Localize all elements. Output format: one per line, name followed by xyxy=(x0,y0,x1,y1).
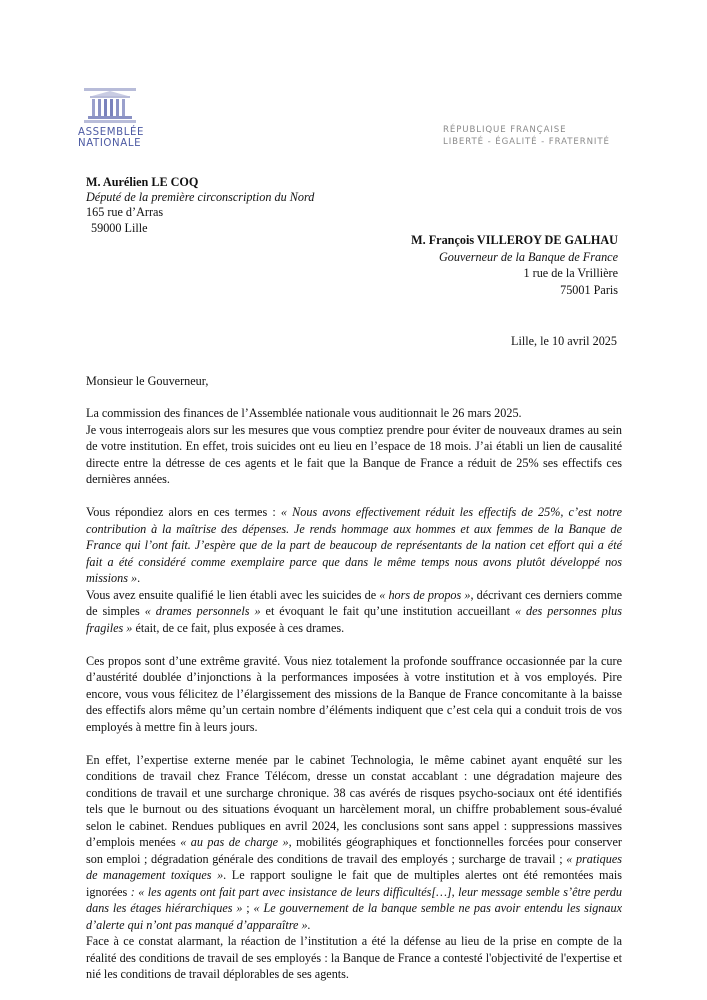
recipient-street: 1 rue de la Vrillière xyxy=(523,266,618,281)
paragraph-4: Ces propos sont d’une extrême gravité. Vous niez totalement la profonde souffrance occasionnée par la cure d’austérité doublée d’injonctions à la performances imposées à votre institution et à vos employés. Pire encore, vous vous félicitez de l’élargissement des missions de la Banque de France concomitante à la baisse des effectifs alors même qu’un certain nombre d’éléments indiquent que c’est cela qui a conduit trois de vos employés à mettre fin à leurs jours. xyxy=(86,653,622,734)
p5-quote-2: « pratiques de management toxiques » xyxy=(86,851,622,882)
p3-text-a: Vous avez ensuite qualifié le lien établi avec les suicides de xyxy=(86,587,380,602)
republic-line-1: RÉPUBLIQUE FRANÇAISE xyxy=(443,125,567,135)
paragraph-3 xyxy=(86,587,622,637)
republic-line-2: LIBERTÉ - ÉGALITÉ - FRATERNITÉ xyxy=(443,137,610,147)
letter-body xyxy=(86,405,622,983)
p3-text-d: était, de ce fait, plus exposée à ces drames. xyxy=(132,620,345,635)
sender-role: Député de la première circonscription du Nord xyxy=(86,190,315,205)
hemicycle-emblem-icon xyxy=(78,86,142,124)
p5-text-c: . Le rapport souligne le fait que de multiples alertes ont été remontées mais ignorées xyxy=(86,868,622,899)
recipient-block xyxy=(411,232,618,298)
p2-text-b: . xyxy=(137,571,141,585)
p5-text-b: , mobilités géographiques et fonctionnelles forcées pour conserver son emploi ; dégradation générale des conditions de travail des employés ; surcharge de travail ; xyxy=(86,835,622,866)
sender-block xyxy=(86,175,314,236)
recipient-name: M. François VILLEROY DE GALHAU xyxy=(411,233,618,247)
sender-name: M. Aurélien LE COQ xyxy=(86,175,199,189)
recipient-role: Gouverneur de la Banque de France xyxy=(438,249,618,264)
p5-quote-4: « Le gouvernement de la banque semble ne pas avoir entendu les signaux d’alerte qui n’ont pas manqué d’apparaître ». xyxy=(86,901,622,932)
date-line: Lille, le 10 avril 2025 xyxy=(511,334,617,348)
p3-quote-3: « des personnes plus fragiles » xyxy=(86,604,622,635)
p5-quote-1: « au pas de charge » xyxy=(180,835,289,849)
assemblee-nationale-logo xyxy=(78,86,168,149)
paragraph-2 xyxy=(86,504,622,587)
republic-motto xyxy=(443,124,610,148)
sender-street: 165 rue d’Arras xyxy=(86,205,164,220)
recipient-city: 75001 Paris xyxy=(560,282,618,297)
logo-line-1: ASSEMBLÉE xyxy=(78,127,145,138)
p3-quote-2: « drames personnels » xyxy=(144,604,261,618)
paragraph-6: Face à ce constat alarmant, la réaction de l’institution a été la défense au lieu de la prise en compte de la réalité des conditions de travail de ses employés : la Banque de France a contesté l'objectivité de l'expertise et nié les conditions de travail déplorables de ses agents. xyxy=(86,934,622,981)
paragraph-5 xyxy=(86,752,622,934)
p5-text-a: En effet, l’expertise externe menée par le cabinet Technologia, le même cabinet ayant enquêté sur les conditions de travail chez France Télécom, dresse un constat accablant : une dégradation majeure des conditions de travail et une surcharge chronique. 38 cas avérés de risques psycho-sociaux ont été identifiés tels que le burnout ou des situations évoquant un harcèlement moral, un chiffre probablement sous-évalué selon le cabinet. Rendues publiques en avril 2024, les conclusions sont sans appel : suppressions massives d’emplois menées xyxy=(86,752,622,849)
p3-quote-1: « hors de propos » xyxy=(379,587,471,602)
p5-text-d: ; xyxy=(242,901,254,915)
p3-text-c: et évoquant le fait qu’une institution accueillant xyxy=(260,604,515,618)
sender-city: 59000 Lille xyxy=(91,220,148,235)
p2-quote: « Nous avons effectivement réduit les effectifs de 25%, c’est notre contribution à la maîtrise des dépenses. Je rends hommage aux hommes et aux femmes de la Banque de France qui l’ont fait. J’espère que de la part de beaucoup de représentants de la nation cet effort qui a été fait a été considéré comme exemplaire parce que dans le même temps nous avons plutôt développé nos missions » xyxy=(86,505,622,585)
p3-text-b: , décrivant ces derniers comme de simples xyxy=(86,587,622,618)
salutation: Monsieur le Gouverneur, xyxy=(86,374,209,388)
p5-quote-3: : « les agents ont fait part avec insistance de leurs difficultés[…], leur message semble s’être perdu dans les étages hiérarchiques » xyxy=(86,884,623,915)
paragraph-1-line-2: Je vous interrogeais alors sur les mesures que vous comptiez prendre pour éviter de nouveaux drames au sein de votre institution. En effet, trois suicides ont eu lieu en l’espace de 18 mois. J’ai établi un lien de causalité directe entre la détresse de ces agents et le fait que la Banque de France a réduit de 25% ses effectifs ces dernières années. xyxy=(86,422,622,486)
logo-line-2: NATIONALE xyxy=(78,138,142,149)
paragraph-1-line-1: La commission des finances de l’Assemblée nationale vous auditionnait le 26 mars 2025. xyxy=(86,406,522,420)
p2-text-a: Vous répondiez alors en ces termes : xyxy=(86,505,281,519)
